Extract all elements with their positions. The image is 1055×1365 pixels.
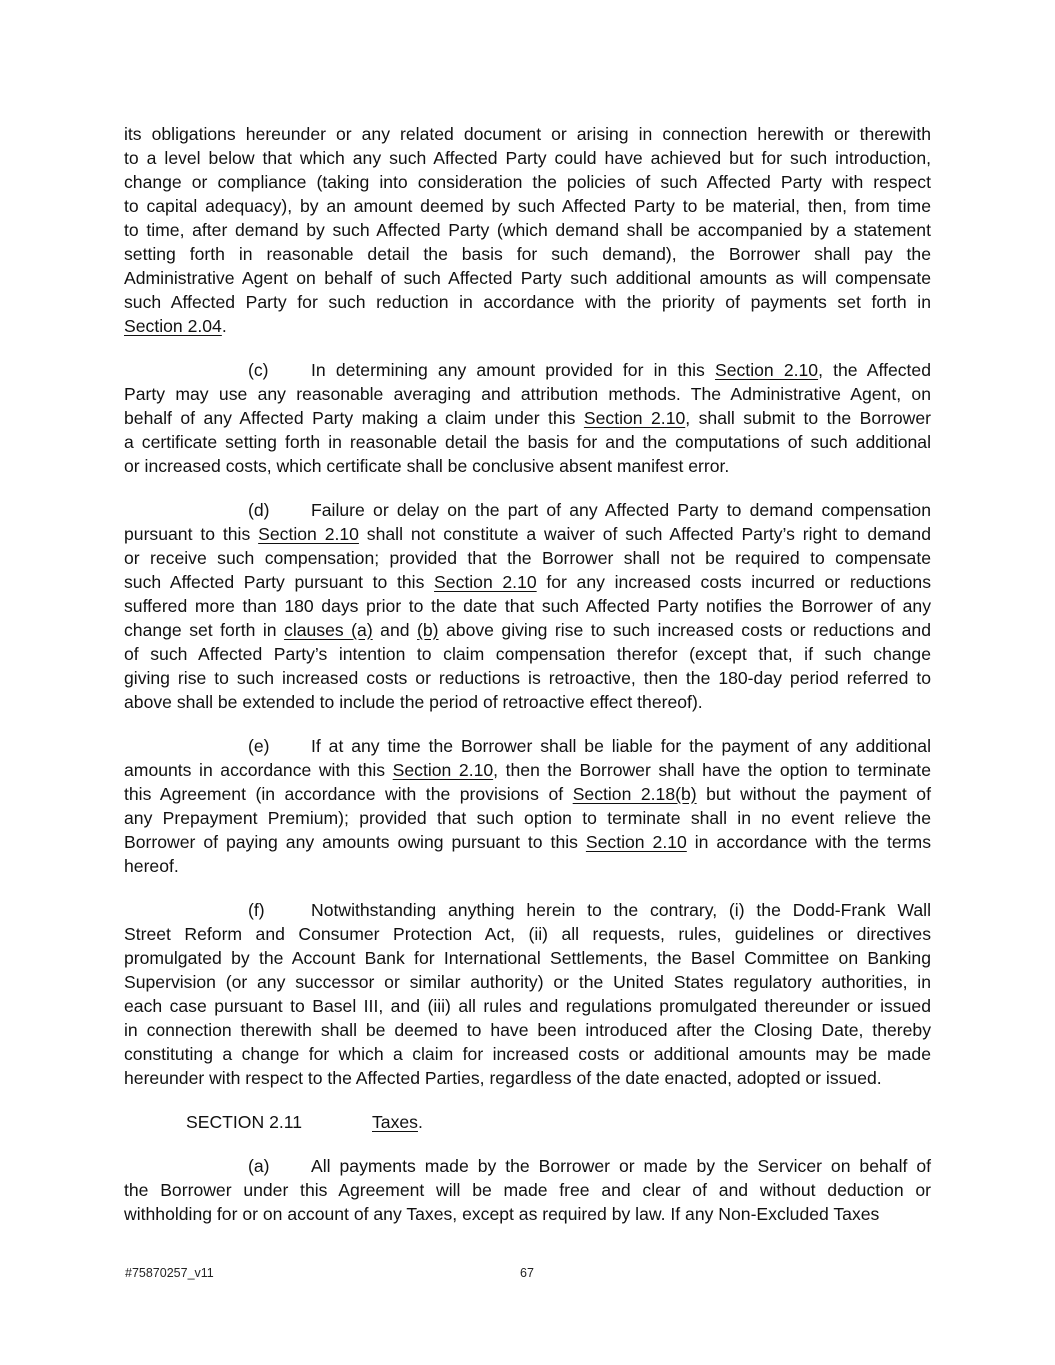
text-line [124,522,931,546]
text-segment: Failure or delay on the part of any Affected Party to demand compensation [311,500,931,520]
text-line [124,242,931,266]
section-heading [124,1110,931,1134]
text-segment: to a level below that which any such Affected Party could have achieved but for such introduction, [124,148,931,168]
text-line [124,642,931,666]
paragraph-spacer [124,878,931,898]
paragraph-continuation [124,122,931,338]
text-segment: in connection therewith shall be deemed to have been introduced after the Closing Date, thereby [124,1020,931,1040]
text-segment: any Prepayment Premium); provided that such option to terminate shall in no event relieve the [124,808,931,828]
paragraph-spacer [124,714,931,734]
text-segment: a certificate setting forth in reasonable detail the basis for and the computations of such additional [124,432,931,452]
section-paragraphs-container [124,1154,931,1226]
text-line [124,290,931,314]
paragraph-spacer [124,1090,931,1110]
paragraph-spacer [124,478,931,498]
section-title-suffix: . [417,1112,423,1132]
text-line [124,806,931,830]
text-segment: . [221,316,227,336]
text-segment: suffered more than 180 days prior to the date that such Affected Party notifies the Borrower of any [124,596,931,616]
paragraph-spacer [124,338,931,358]
text-line [124,782,931,806]
text-line [124,498,931,522]
text-segment: its obligations hereunder or any related document or arising in connection herewith or therewith [124,124,931,144]
text-segment: this Agreement (in accordance with the provisions of [124,784,573,804]
text-segment: such Affected Party for such reduction in accordance with the priority of payments set forth in [124,292,931,312]
text-line [124,146,931,170]
section-reference: Section 2.18(b) [572,784,697,804]
text-line [124,194,931,218]
text-segment: behalf of any Affected Party making a claim under this [124,408,584,428]
text-segment: All payments made by the Borrower or made by the Servicer on behalf of [311,1156,931,1176]
text-segment: or increased costs, which certificate shall be conclusive absent manifest error. [124,456,730,476]
text-line [124,854,931,878]
text-segment: change set forth in [124,620,285,640]
paragraph-e [124,734,931,878]
text-segment: , shall submit to the Borrower [685,408,931,428]
document-id: #75870257_v11 [125,1266,214,1280]
text-line [124,758,931,782]
text-segment: amounts in accordance with this [124,760,393,780]
document-body [124,122,931,1226]
text-line [124,666,931,690]
text-line [124,1202,931,1226]
text-line [124,1066,931,1090]
text-segment: , the Affected [818,360,931,380]
section-reference: Section 2.10 [392,760,494,780]
text-line [124,1154,931,1178]
text-line [124,1042,931,1066]
text-line [124,1178,931,1202]
text-line [124,734,931,758]
text-segment: , then the Borrower shall have the option to terminate [493,760,931,780]
text-segment: the Borrower under this Agreement will be made free and clear of and without deduction or [124,1180,931,1200]
text-segment: Party may use any reasonable averaging and attribution methods. The Administrative Agent, on [124,384,931,404]
paragraph-label: (c) [248,360,269,380]
text-segment: Notwithstanding anything herein to the contrary, (i) the Dodd-Frank Wall [311,900,931,920]
paragraph-label: (f) [248,900,265,920]
section-reference: Section 2.10 [434,572,537,592]
text-segment: setting forth in reasonable detail the basis for such demand), the Borrower shall pay the [124,244,931,264]
text-line [124,594,931,618]
paragraph-label: (d) [248,500,270,520]
text-segment: shall not constitute a waiver of such Affected Party’s right to demand [358,524,931,544]
section-reference: Section 2.10 [583,408,686,428]
text-segment: above shall be extended to include the period of retroactive effect thereof). [124,692,703,712]
text-segment: and [372,620,418,640]
text-line [124,546,931,570]
text-segment: hereunder with respect to the Affected Parties, regardless of the date enacted, adopted or issued. [124,1068,882,1088]
text-segment: to capital adequacy), by an amount deemed by such Affected Party to be material, then, from time [124,196,931,216]
section-reference: Section 2.10 [714,360,819,380]
text-segment: but without the payment of [696,784,931,804]
text-segment: of such Affected Party’s intention to claim compensation therefor (except that, if such change [124,644,931,664]
text-line [124,382,931,406]
section-number: SECTION 2.11 [186,1112,303,1132]
text-line [124,314,931,338]
text-line [124,122,931,146]
paragraph-spacer [124,1134,931,1154]
text-line [124,618,931,642]
text-segment: Street Reform and Consumer Protection Act, (ii) all requests, rules, guidelines or directives [124,924,931,944]
text-segment: such Affected Party pursuant to this [124,572,435,592]
text-line [124,170,931,194]
text-segment: constituting a change for which a claim for increased costs or additional amounts may be made [124,1044,931,1064]
text-segment: promulgated by the Account Bank for International Settlements, the Basel Committee on Banking [124,948,931,968]
text-line [124,946,931,970]
section-reference: (b) [417,620,439,640]
section-reference: Section 2.10 [258,524,359,544]
text-line [124,830,931,854]
text-line [124,266,931,290]
text-line [124,430,931,454]
text-line [124,690,931,714]
text-segment: each case pursuant to Basel III, and (iii) all rules and regulations promulgated thereunder or issued [124,996,931,1016]
paragraph-c [124,358,931,478]
paragraph-d [124,498,931,714]
text-segment: Borrower of paying any amounts owing pursuant to this [124,832,586,852]
text-segment: change or compliance (taking into consideration the policies of such Affected Party with respect [124,172,931,192]
text-segment: to time, after demand by such Affected Party (which demand shall be accompanied by a statement [124,220,931,240]
text-segment: above giving rise to such increased costs or reductions and [438,620,931,640]
paragraph-label: (e) [248,736,270,756]
text-segment: In determining any amount provided for in this [311,360,715,380]
paragraph-label: (a) [248,1156,270,1176]
text-segment: If at any time the Borrower shall be liable for the payment of any additional [311,736,931,756]
text-segment: withholding for or on account of any Taxes, except as required by law. If any Non-Excluded Taxes [124,1204,880,1224]
section-title: Taxes [372,1112,418,1132]
text-line [124,994,931,1018]
paragraph-taxes-a [124,1154,931,1226]
text-line [124,454,931,478]
section-reference: Section 2.04 [124,316,222,336]
text-segment: in accordance with the terms [686,832,931,852]
text-segment: or receive such compensation; provided that the Borrower shall not be required to compensate [124,548,931,568]
paragraph-f [124,898,931,1090]
text-line [124,922,931,946]
text-line [124,358,931,382]
text-line [124,570,931,594]
text-segment: giving rise to such increased costs or reductions is retroactive, then the 180-day period referred to [124,668,931,688]
text-line [124,898,931,922]
text-segment: hereof. [124,856,179,876]
text-line [124,406,931,430]
text-segment: for any increased costs incurred or reductions [536,572,931,592]
text-segment: pursuant to this [124,524,259,544]
text-line [124,218,931,242]
section-reference: Section 2.10 [585,832,687,852]
text-line [124,1018,931,1042]
section-reference: clauses (a) [284,620,373,640]
paragraphs-container [124,122,931,1090]
text-segment: Supervision (or any successor or similar authority) or the United States regulatory authorities, in [124,972,931,992]
text-line [124,970,931,994]
page-number: 67 [520,1266,534,1280]
text-segment: Administrative Agent on behalf of such Affected Party such additional amounts as will compensate [124,268,931,288]
